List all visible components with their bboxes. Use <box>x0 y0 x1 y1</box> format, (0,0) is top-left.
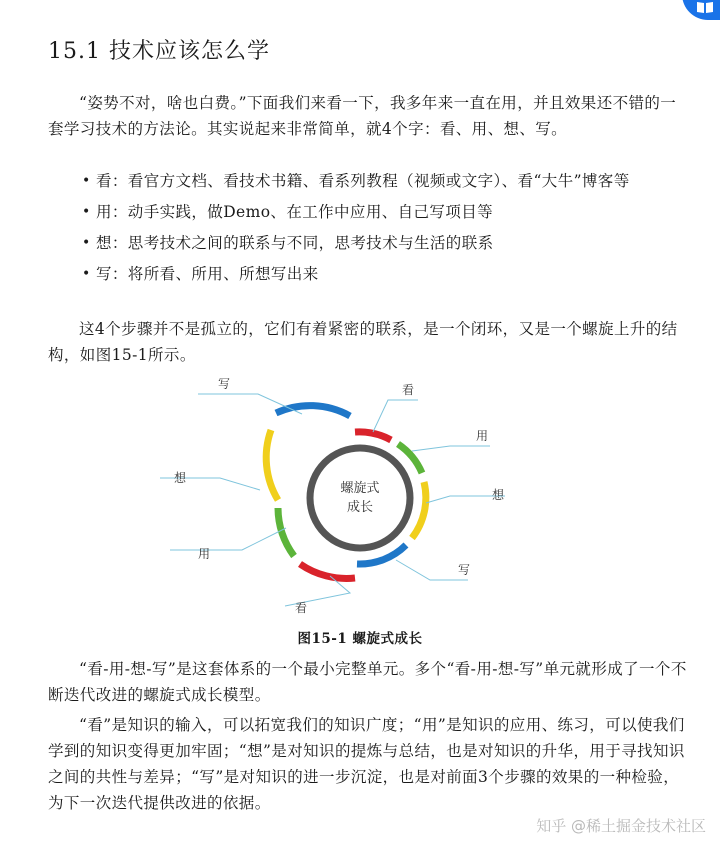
center-text-line2: 成长 <box>346 500 374 515</box>
label-yong-right: 用 <box>476 429 489 443</box>
list-item: • 看：看官方文档、看技术书籍、看系列教程（视频或文字）、看“大牛”博客等 <box>48 168 648 194</box>
outer-arc-xiang <box>266 430 278 500</box>
figure-caption: 图15-1 螺旋式成长 <box>297 631 423 647</box>
label-kan-bottom: 看 <box>295 601 308 615</box>
detail-paragraph: “看”是知识的输入，可以拓宽我们的知识广度；“用”是知识的应用、练习，可以使我们学到的知识变得更加牢固；“想”是对知识的提炼与总结，也是对知识的升华，用于寻找知识之间的共性与差异；“写”是对知识的进一步沉淀，也是对前面3个步骤的效果的一种检验，为下一次迭代提供改进的依据。 <box>48 716 685 812</box>
book-icon <box>696 0 714 14</box>
outer-arc-kan <box>300 564 355 578</box>
label-kan-top: 看 <box>402 383 415 397</box>
center-ring <box>310 448 410 548</box>
step-list <box>48 168 648 292</box>
spiral-growth-diagram <box>150 378 570 618</box>
label-xie-top: 写 <box>218 378 231 391</box>
loop-paragraph: 这4个步骤并不是孤立的，它们有着紧密的联系，是一个闭环，又是一个螺旋上升的结构，如图15-1所示。 <box>48 320 678 364</box>
list-item: • 写：将所看、所用、所想写出来 <box>48 261 648 287</box>
outer-arc-yong <box>278 508 294 556</box>
center-text-line1: 螺旋式 <box>340 481 380 496</box>
inner-arc-xiang <box>412 482 426 538</box>
section-title: 15.1 技术应该怎么学 <box>48 39 270 64</box>
label-xie-right: 写 <box>458 563 471 577</box>
list-item: • 想：思考技术之间的联系与不同，思考技术与生活的联系 <box>48 230 648 256</box>
unit-paragraph: “看-用-想-写”是这套体系的一个最小完整单元。多个“看-用-想-写”单元就形成了一个不断迭代改进的螺旋式成长模型。 <box>48 660 687 704</box>
label-yong-left: 用 <box>198 547 211 561</box>
label-xiang-right: 想 <box>492 488 505 502</box>
watermark: 知乎 @稀土掘金技术社区 <box>536 817 706 835</box>
list-item: • 用：动手实践，做Demo、在工作中应用、自己写项目等 <box>48 199 648 225</box>
intro-paragraph: “姿势不对，啥也白费。”下面我们来看一下，我多年来一直在用，并且效果还不错的一套学习技术的方法论。其实说起来非常简单，就4个字：看、用、想、写。 <box>48 94 677 138</box>
inner-arc-kan <box>355 432 391 440</box>
corner-badge[interactable] <box>682 0 720 20</box>
label-xiang-left: 想 <box>174 471 187 485</box>
